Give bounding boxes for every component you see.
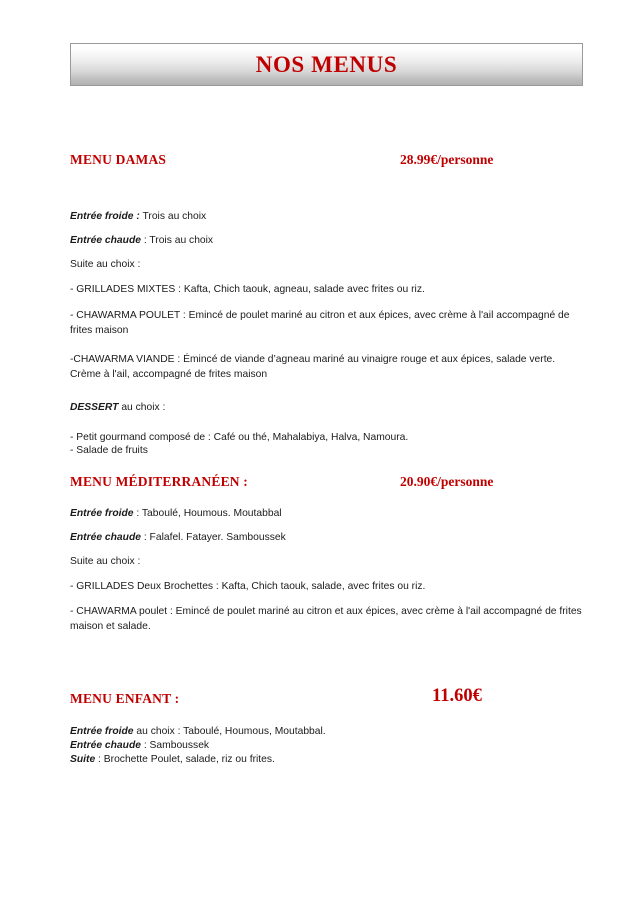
menu-price-enfant: 11.60€ [432,686,482,706]
damas-dessert-value: au choix : [118,402,166,413]
enfant-entree-froide-value: au choix : Taboulé, Houmous, Moutabbal. [133,726,326,737]
menu-heading-mediterraneen [70,474,585,490]
mediterraneen-item-grillades: - GRILLADES Deux Brochettes : Kafta, Chich taouk, salade, avec frites ou riz. [70,581,426,592]
damas-dessert-label: DESSERT [70,402,119,413]
enfant-entree-froide-label: Entrée froide [70,726,134,737]
damas-entree-froide-label: Entrée froide : [70,211,140,222]
damas-entree-chaude [70,233,582,248]
menu-heading-damas [70,152,585,168]
page-title: NOS MENUS [255,52,398,77]
mediterraneen-item-chawarma-poulet: - CHAWARMA poulet : Emincé de poulet mariné au citron et aux épices, avec crème à l'ail accompagné de frites maison et salade. [70,606,582,632]
menu-name-mediterraneen: MENU MÉDITERRANÉEN : [70,474,249,489]
damas-suite-label: Suite au choix : [70,259,141,270]
page-title-banner [70,43,583,86]
menu-price-mediterraneen: 20.90€/personne [400,474,494,489]
enfant-suite-value: : Brochette Poulet, salade, riz ou frites. [95,754,275,765]
mediterraneen-entree-chaude-value: : Falafel. Fatayer. Samboussek [140,532,286,543]
enfant-entree-chaude [70,739,582,753]
mediterraneen-entree-froide [70,506,582,521]
damas-dessert-heading [70,400,582,415]
enfant-suite-label: Suite [70,754,96,765]
mediterraneen-suite-label: Suite au choix : [70,556,141,567]
enfant-entree-chaude-value: : Samboussek [140,740,210,751]
enfant-entree-chaude-label: Entrée chaude [70,740,141,751]
damas-entree-chaude-value: : Trois au choix [140,235,214,246]
enfant-entree-froide [70,725,582,739]
damas-dessert-item-2: - Salade de fruits [70,445,148,456]
damas-dessert-item-1: - Petit gourmand composé de : Café ou thé, Mahalabiya, Halva, Namoura. [70,432,409,443]
mediterraneen-entree-froide-label: Entrée froide [70,508,134,519]
damas-entree-chaude-label: Entrée chaude [70,235,141,246]
menu-heading-enfant [70,686,585,707]
damas-entree-froide [70,209,582,224]
menu-price-damas: 28.99€/personne [400,152,494,167]
mediterraneen-entree-chaude-label: Entrée chaude [70,532,141,543]
damas-entree-froide-value: Trois au choix [139,211,207,222]
enfant-suite [70,753,582,767]
damas-item-grillades: - GRILLADES MIXTES : Kafta, Chich taouk, agneau, salade avec frites ou riz. [70,284,425,295]
mediterraneen-entree-chaude [70,530,582,545]
damas-item-chawarma-viande: -CHAWARMA VIANDE : Émincé de viande d’agneau mariné au vinaigre rouge et aux épices, salade verte. Crème à l'ail, accompagné de frites maison [70,354,556,380]
menu-name-damas: MENU DAMAS [70,152,167,167]
menu-name-enfant: MENU ENFANT : [70,691,180,706]
mediterraneen-entree-froide-value: : Taboulé, Houmous. Moutabbal [133,508,282,519]
damas-item-chawarma-poulet: - CHAWARMA POULET : Emincé de poulet mariné au citron et aux épices, avec crème à l'ail accompagné de frites maison [70,310,570,336]
